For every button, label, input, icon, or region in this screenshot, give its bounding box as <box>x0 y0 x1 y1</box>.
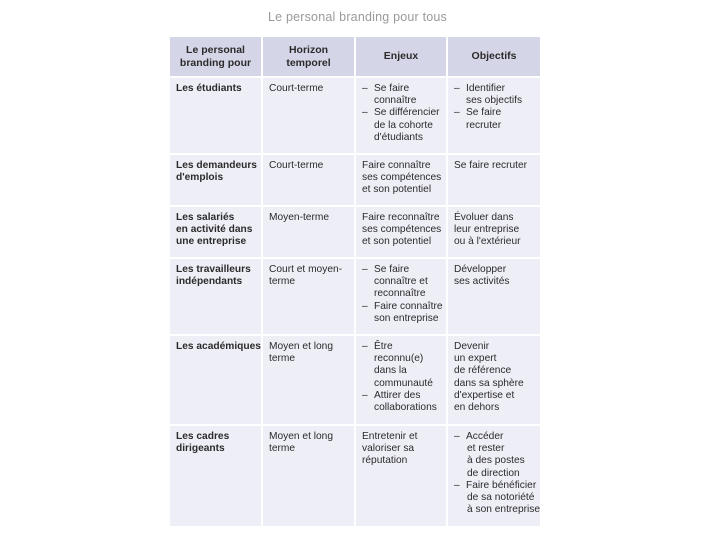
header-text: Objectifs <box>471 50 517 63</box>
group-line: Les étudiants <box>176 83 242 94</box>
cell-group <box>170 78 261 153</box>
cell-line: un expert <box>454 353 497 365</box>
cell-enjeux <box>356 155 446 205</box>
header-text: temporel <box>286 56 331 69</box>
dash-icon: – <box>454 83 460 94</box>
cell-line: et son potentiel <box>362 236 432 248</box>
cell-horizon <box>263 207 354 257</box>
cell-line: connaître et <box>374 276 428 288</box>
cell-line: de la cohorte <box>374 119 433 131</box>
horizon-line: Court et moyen- <box>269 264 343 275</box>
cell-objectifs <box>448 207 540 257</box>
bullet-text: Se différencier <box>374 107 440 119</box>
cell-line: collaborations <box>374 402 437 414</box>
header-objectifs <box>448 37 540 76</box>
cell-line: Faire connaître <box>362 160 431 171</box>
bullet-text: Attirer des <box>374 389 421 401</box>
dash-icon: – <box>362 107 368 119</box>
header-text: Enjeux <box>383 50 419 63</box>
table-header-row <box>170 37 540 76</box>
cell-horizon <box>263 426 354 526</box>
bullet-text: Être <box>374 341 393 352</box>
cell-line: connaître <box>374 95 417 107</box>
horizon-line: Moyen-terme <box>269 212 330 223</box>
cell-line: ses activités <box>454 276 510 288</box>
table-row <box>170 78 540 153</box>
dash-icon: – <box>454 107 460 119</box>
cell-horizon <box>263 259 354 334</box>
cell-line: de sa notoriété <box>467 492 535 504</box>
bullet-item <box>362 264 440 276</box>
header-horizon <box>263 37 354 76</box>
cell-line: et son potentiel <box>362 184 432 196</box>
bullet-item <box>454 83 534 95</box>
horizon-line: Moyen et long <box>269 341 333 352</box>
dash-icon: – <box>362 341 368 352</box>
cell-line: et rester <box>467 443 505 455</box>
group-line: dirigeants <box>176 443 225 455</box>
cell-line: réputation <box>362 455 408 467</box>
cell-objectifs <box>448 426 540 526</box>
bullet-text: Accéder <box>466 431 504 442</box>
cell-horizon <box>263 78 354 153</box>
group-line: Les travailleurs <box>176 264 251 275</box>
bullet-item <box>454 107 534 119</box>
cell-objectifs <box>448 259 540 334</box>
cell-line: de direction <box>467 467 520 479</box>
cell-horizon <box>263 336 354 424</box>
cell-enjeux <box>356 207 446 257</box>
cell-line: Développer <box>454 264 507 275</box>
cell-line: à des postes <box>467 455 525 467</box>
cell-line: valoriser sa <box>362 443 415 455</box>
dash-icon: – <box>454 479 460 491</box>
cell-line: ses compétences <box>362 172 442 184</box>
horizon-line: terme <box>269 443 296 455</box>
horizon-line: Court-terme <box>269 83 324 94</box>
bullet-item <box>362 83 440 95</box>
horizon-line: Moyen et long <box>269 431 333 442</box>
cell-line: ses objectifs <box>466 95 523 107</box>
dash-icon: – <box>454 431 460 442</box>
group-line: Les demandeurs <box>176 160 257 171</box>
cell-line: d'expertise et <box>454 389 515 401</box>
cell-line: Entretenir et <box>362 431 418 442</box>
page-title: Le personal branding pour tous <box>267 10 448 24</box>
cell-line: communauté <box>374 377 433 389</box>
cell-group <box>170 336 261 424</box>
bullet-text: Identifier <box>466 83 506 94</box>
cell-line: reconnu(e) <box>374 353 424 365</box>
cell-line: dans sa sphère <box>454 377 524 389</box>
table-row <box>170 259 540 334</box>
dash-icon: – <box>362 83 368 94</box>
cell-line: Devenir <box>454 341 490 352</box>
group-line: Les salariés <box>176 212 235 223</box>
bullet-text: Faire connaître <box>374 300 443 312</box>
cell-line: d'étudiants <box>374 131 423 143</box>
cell-enjeux <box>356 336 446 424</box>
dash-icon: – <box>362 300 368 312</box>
horizon-line: Court-terme <box>269 160 324 171</box>
cell-group <box>170 426 261 526</box>
group-line: Les cadres <box>176 431 230 442</box>
header-text: Le personal <box>186 44 245 56</box>
cell-line: son entreprise <box>374 312 439 324</box>
cell-line: dans la <box>374 365 407 377</box>
cell-objectifs <box>448 155 540 205</box>
group-line: d'emplois <box>176 172 224 184</box>
cell-line: ou à l'extérieur <box>454 236 521 248</box>
cell-objectifs <box>448 336 540 424</box>
cell-line: reconnaître <box>374 288 426 300</box>
bullet-item <box>362 390 440 402</box>
group-line: indépendants <box>176 276 243 288</box>
cell-line: en dehors <box>454 402 500 414</box>
bullet-text: Se faire <box>374 83 410 94</box>
cell-enjeux <box>356 78 446 153</box>
horizon-line: terme <box>269 276 296 288</box>
table-row <box>170 336 540 424</box>
table-row <box>170 155 540 205</box>
cell-line: de référence <box>454 365 512 377</box>
cell-group <box>170 207 261 257</box>
bullet-item <box>454 431 534 443</box>
group-line: en activité dans <box>176 224 253 236</box>
cell-horizon <box>263 155 354 205</box>
bullet-item <box>362 300 443 313</box>
personal-branding-table <box>168 35 542 528</box>
bullet-item <box>362 107 440 119</box>
group-line: Les académiques <box>176 341 261 352</box>
cell-enjeux <box>356 259 446 334</box>
bullet-item <box>362 341 440 353</box>
header-group <box>170 37 261 76</box>
table-body <box>170 78 540 526</box>
cell-line: leur entreprise <box>454 224 520 236</box>
cell-line: Se faire recruter <box>454 160 528 171</box>
bullet-text: Se faire <box>374 264 410 275</box>
cell-line: Évoluer dans <box>454 212 514 223</box>
cell-group <box>170 155 261 205</box>
cell-enjeux <box>356 426 446 526</box>
table-row <box>170 207 540 257</box>
header-text: branding pour <box>179 56 252 69</box>
table-row <box>170 426 540 526</box>
group-line: une entreprise <box>176 236 247 248</box>
header-enjeux <box>356 37 446 76</box>
header-text: Horizon <box>288 44 329 56</box>
horizon-line: terme <box>269 353 296 365</box>
cell-line: Faire reconnaître <box>362 212 440 223</box>
cell-line: à son entreprise <box>467 504 541 516</box>
bullet-item <box>454 479 537 492</box>
cell-group <box>170 259 261 334</box>
bullet-text: Faire bénéficier <box>466 479 537 491</box>
bullet-text: Se faire <box>466 107 502 119</box>
cell-objectifs <box>448 78 540 153</box>
cell-line: ses compétences <box>362 224 442 236</box>
cell-line: recruter <box>466 119 502 131</box>
dash-icon: – <box>362 264 368 275</box>
dash-icon: – <box>362 389 368 401</box>
